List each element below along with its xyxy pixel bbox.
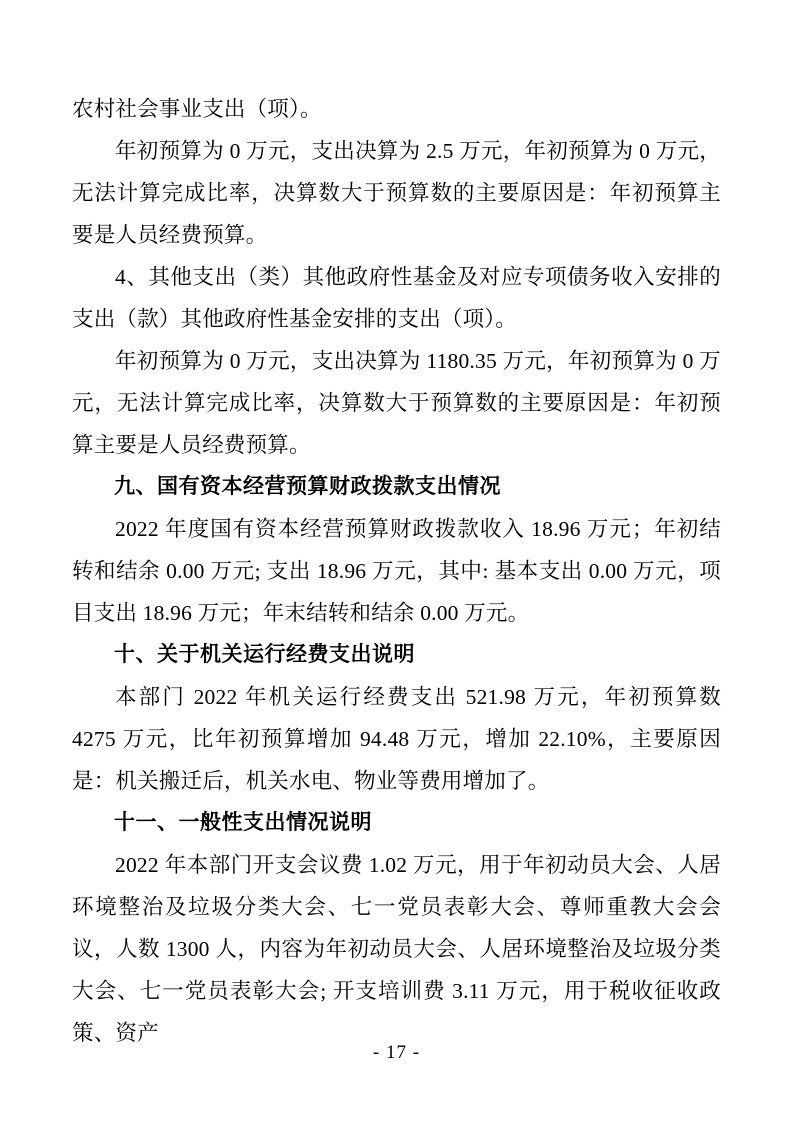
paragraph-general-expenditure: 2022 年本部门开支会议费 1.02 万元，用于年初动员大会、人居环境整治及垃圾分类大会、七一党员表彰大会、尊师重教大会会议，人数 1300 人，内容为年初动员大会、人居环境整治及垃圾分类大会、七一党员表彰大会; 开支培训费 3.11 万元，用于税收征收政策、资产 [72, 853, 721, 1045]
paragraph-continued: 农村社会事业支出（项）。 [72, 97, 322, 121]
paragraph-budget-detail-1: 年初预算为 0 万元，支出决算为 2.5 万元，年初预算为 0 万元，无法计算完成比率，决算数大于预算数的主要原因是：年初预算主要是人员经费预算。 [72, 139, 721, 247]
paragraph-other-expenditure-item: 4、其他支出（类）其他政府性基金及对应专项债务收入安排的支出（款）其他政府性基金安排的支出（项）。 [72, 265, 721, 331]
section-heading-ten: 十、关于机关运行经费支出说明 [114, 643, 415, 666]
page-number: - 17 - [372, 1042, 421, 1063]
document-body [72, 88, 721, 1054]
paragraph-operating-expenses: 本部门 2022 年机关运行经费支出 521.98 万元，年初预算数 4275 万元，比年初预算增加 94.48 万元，增加 22.10%，主要原因是：机关搬迁后，机关水电、物业等费用增加了。 [72, 685, 721, 793]
paragraph-budget-detail-2: 年初预算为 0 万元，支出决算为 1180.35 万元，年初预算为 0 万元，无法计算完成比率，决算数大于预算数的主要原因是：年初预算主要是人员经费预算。 [72, 349, 721, 457]
section-heading-nine: 九、国有资本经营预算财政拨款支出情况 [114, 475, 501, 498]
section-heading-eleven: 十一、一般性支出情况说明 [114, 811, 372, 834]
paragraph-state-capital-budget: 2022 年度国有资本经营预算财政拨款收入 18.96 万元；年初结转和结余 0.00 万元; 支出 18.96 万元，其中: 基本支出 0.00 万元，项目支出 18.96 万元；年末结转和结余 0.00 万元。 [72, 517, 721, 625]
